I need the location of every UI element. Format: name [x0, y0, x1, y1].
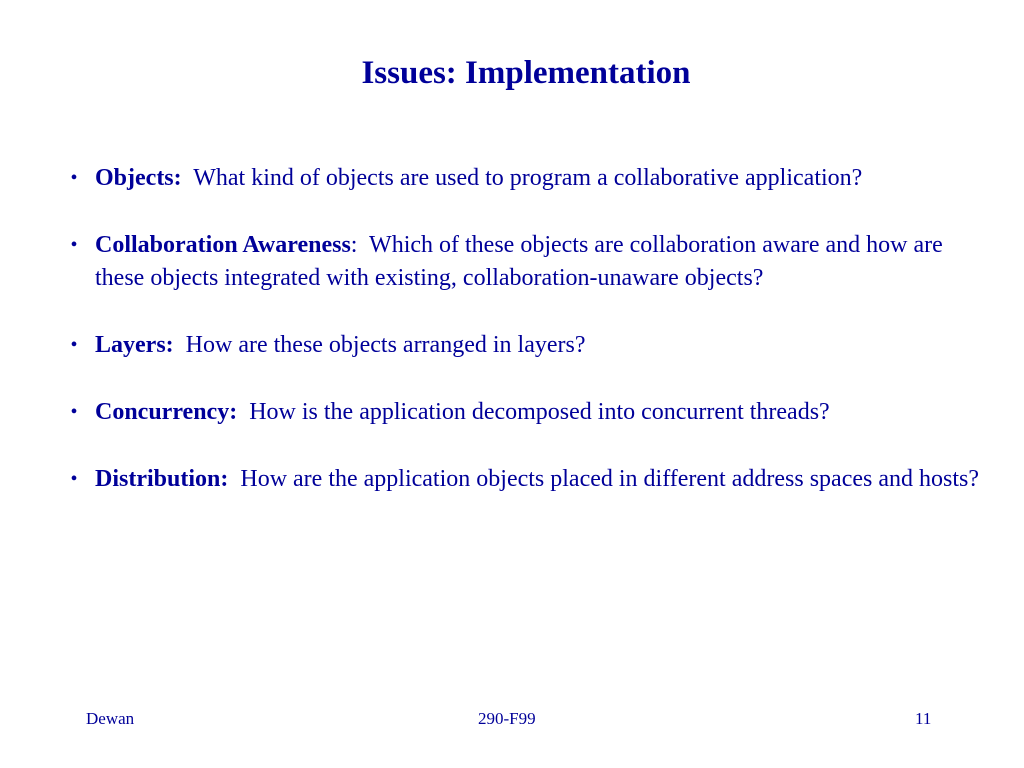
- bullet-dot-icon: •: [70, 167, 78, 189]
- bullet-separator: :: [350, 232, 358, 258]
- bullet-term: Distribution:: [95, 466, 229, 492]
- bullet-text: Which of these objects are collaboration aware and how are these objects integrated with existing, collaboration-unaware objects?: [95, 232, 943, 291]
- bullet-term: Collaboration Awareness: [95, 232, 351, 258]
- bullet-item-concurrency: [66, 396, 986, 429]
- bullet-item-layers: [66, 329, 986, 362]
- bullet-item-distribution: [66, 463, 986, 496]
- footer-course: 290-F99: [478, 709, 536, 728]
- bullet-dot-icon: •: [70, 334, 78, 356]
- bullet-text: How is the application decomposed into concurrent threads?: [249, 399, 830, 425]
- bullet-item-objects: [66, 162, 986, 195]
- bullet-text: How are these objects arranged in layers?: [185, 332, 586, 358]
- bullet-text: What kind of objects are used to program a collaborative application?: [193, 165, 863, 191]
- footer-author: Dewan: [86, 709, 135, 728]
- bullet-item-collaboration-awareness: [66, 229, 986, 295]
- bullet-dot-icon: •: [70, 401, 78, 423]
- slide-title: Issues: Implementation: [361, 55, 691, 91]
- bullet-dot-icon: •: [70, 468, 78, 490]
- bullet-term: Layers:: [95, 332, 174, 358]
- bullet-text: How are the application objects placed in different address spaces and hosts?: [240, 466, 979, 492]
- bullet-dot-icon: •: [70, 234, 78, 256]
- bullet-list: [66, 162, 986, 496]
- bullet-term: Objects:: [95, 165, 182, 191]
- footer-page-number: 11: [915, 709, 932, 728]
- bullet-term: Concurrency:: [95, 399, 238, 425]
